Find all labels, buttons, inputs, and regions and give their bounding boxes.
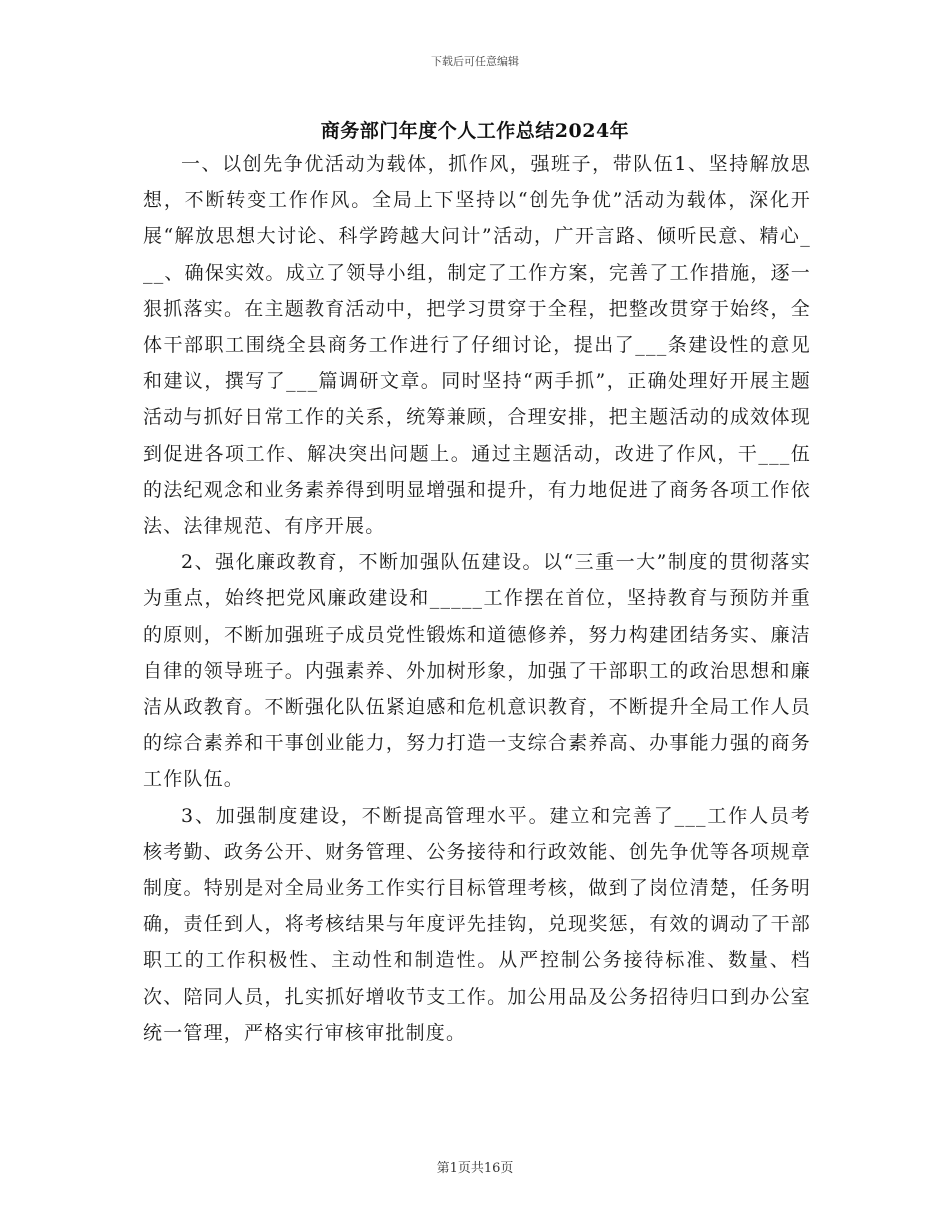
paragraph-2: 2、强化廉政教育，不断加强队伍建设。以“三重一大”制度的贯彻落实为重点，始终把党风廉政建设和_____工作摆在首位，坚持教育与预防并重的原则，不断加强班子成员党性锻炼和道德修养，努力构建团结务实、廉洁自律的领导班子。内强素养、外加树形象，加强了干部职工的政治思想和廉洁从政教育。不断强化队伍紧迫感和危机意识教育，不断提升全局工作人员的综合素养和干事创业能力，努力打造一支综合素养高、办事能力强的商务工作队伍。 (143, 551, 811, 791)
paragraph-3: 3、加强制度建设，不断提高管理水平。建立和完善了___工作人员考核考勤、政务公开、财务管理、公务接待和行政效能、创先争优等各项规章制度。特别是对全局业务工作实行目标管理考核，做到了岗位清楚，任务明确，责任到人，将考核结果与年度评先挂钩，兑现奖惩，有效的调动了干部职工的工作积极性、主动性和制造性。从严控制公务接待标准、数量、档次、陪同人员，扎实抓好增收节支工作。加公用品及公务招待归口到办公室统一管理，严格实行审核审批制度。 (143, 804, 811, 1044)
document-title: 商务部门年度个人工作总结2024年 (320, 120, 630, 142)
page-number-footer: 第1页共16页 (436, 1161, 514, 1176)
paragraph-1: 一、以创先争优活动为载体，抓作风，强班子，带队伍1、坚持解放思想，不断转变工作作风。全局上下坚持以“创先争优”活动为载体，深化开展“解放思想大讨论、科学跨越大问计”活动，广开言路、倾听民意、精心___、确保实效。成立了领导小组，制定了工作方案，完善了工作措施，逐一狠抓落实。在主题教育活动中，把学习贯穿于全程，把整改贯穿于始终，全体干部职工围绕全县商务工作进行了仔细讨论，提出了___条建设性的意见和建议，撰写了___篇调研文章。同时坚持“两手抓”，正确处理好开展主题活动与抓好日常工作的关系，统筹兼顾，合理安排，把主题活动的成效体现到促进各项工作、解决突出问题上。通过主题活动，改进了作风，干___伍的法纪观念和业务素养得到明显增强和提升，有力地促进了商务各项工作依法、法律规范、有序开展。 (143, 153, 811, 538)
page-header-note: 下载后可任意编辑 (431, 55, 519, 68)
document-body (143, 146, 811, 1051)
